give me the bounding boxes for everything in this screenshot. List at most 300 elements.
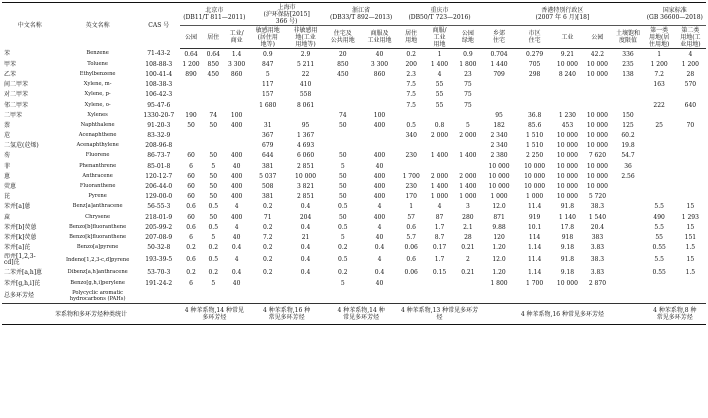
cell-value: 0.6 [186, 203, 196, 211]
cell-value: 10 000 [556, 132, 578, 140]
cell-value [324, 131, 361, 141]
subheader-cell: 非敏感用 地(工业 用地等) [287, 26, 325, 49]
cell-value: 40 [375, 233, 384, 241]
cell-value: 5 [465, 121, 470, 129]
cell-english-name: Polycyclic aromatic hydrocarbons (PAHs) [69, 289, 126, 302]
cell-english-name: Ethylbenzene [79, 70, 116, 77]
table-row [2, 288, 706, 304]
cell-value: 0.6 [186, 223, 196, 231]
cell-cas-number: 53-70-3 [147, 269, 171, 277]
cell-value: 0.2 [262, 269, 273, 277]
cell-english-name: Benzo[g,h,i]perylene [70, 279, 125, 286]
cell-value [481, 90, 517, 100]
cell-value: 1 000 [430, 193, 449, 201]
cell-value: 280 [462, 213, 474, 221]
cell-value [612, 232, 643, 242]
table-row [2, 141, 706, 151]
cell-value: 0.5 [208, 223, 219, 231]
cell-value: 1 [437, 50, 442, 58]
cell-value: 75 [464, 91, 472, 99]
cell-value: 55 [435, 91, 444, 99]
cell-english-name: Toluene [87, 60, 108, 67]
cell-value [552, 100, 582, 110]
cell-value [644, 278, 675, 288]
cell-value [481, 288, 517, 304]
cell-value: 679 [262, 142, 274, 150]
cell-value [425, 110, 455, 120]
cell-value: 0.2 [262, 244, 273, 252]
subheader-cell: 居住 [202, 26, 224, 49]
cell-value: 28 [686, 70, 695, 78]
cell-value: 1 440 [490, 60, 508, 68]
cell-value: 54.7 [621, 152, 635, 160]
table-row [2, 90, 706, 100]
cell-value: 2 000 [459, 172, 477, 180]
cell-cas-number: 193-39-5 [145, 256, 173, 264]
cell-cas-number: 207-08-9 [145, 233, 173, 241]
cell-value: 400 [230, 172, 243, 180]
cell-value: 6 [189, 233, 193, 241]
cell-value: 558 [299, 91, 312, 99]
subheader-cell: 商服及 工业用地 [361, 26, 398, 49]
cell-value: 400 [230, 152, 243, 160]
cell-value: 10 000 [488, 162, 510, 170]
cell-value: 60 [187, 172, 195, 180]
cell-value: 0.06 [404, 269, 418, 277]
cell-value: 1 [409, 203, 414, 211]
cell-chinese-name: 苯并[a]蒽 [4, 203, 31, 211]
cell-value: 87 [435, 213, 444, 221]
cell-value: 5 [340, 162, 345, 170]
cell-value: 2 000 [459, 132, 477, 140]
cell-cas-number: 120-12-7 [145, 172, 173, 180]
cell-cas-number: 191-24-2 [145, 279, 173, 287]
cell-value: 7.2 [262, 233, 273, 241]
cell-value [612, 80, 643, 90]
cell-english-name: Naphthalene [80, 121, 115, 128]
cell-value: 10 000 [586, 121, 608, 129]
cell-chinese-name: 芘 [4, 193, 11, 201]
cell-value: 4 [437, 70, 442, 78]
cell-value: 453 [561, 121, 574, 129]
cell-value [552, 90, 582, 100]
cell-value [644, 151, 675, 161]
cell-value: 0.06 [404, 244, 418, 252]
cell-value: 2 870 [588, 279, 607, 287]
cell-value: 71 [263, 213, 272, 221]
cell-value: 10 000 [556, 60, 578, 68]
table-row [2, 268, 706, 278]
cell-english-name: Xylene, p- [84, 91, 111, 98]
cell-value: 70 [686, 121, 695, 129]
cell-value: 4 [688, 50, 693, 58]
table-row [2, 59, 706, 69]
cell-value: 640 [684, 101, 697, 109]
cell-value [202, 90, 224, 100]
cell-value [675, 161, 706, 171]
table-row [2, 232, 706, 242]
cell-value: 95 [495, 111, 503, 119]
cell-value: 0.2 [208, 269, 219, 277]
cell-value: 1 000 [459, 193, 477, 201]
cell-value: 0.21 [461, 244, 475, 252]
cell-value [287, 110, 325, 120]
cell-value: 9.88 [492, 223, 506, 231]
cell-value: 4 [377, 223, 382, 231]
header-national-standard: 国家标准 (GB 36600—2018) [644, 3, 706, 26]
cell-value: 1.7 [434, 256, 445, 264]
cell-value: 5.7 [406, 233, 416, 241]
cell-value: 4 [234, 203, 239, 211]
cell-value: 850 [337, 60, 349, 68]
cell-value [249, 278, 287, 288]
cell-value: 1 140 [558, 213, 576, 221]
cell-chinese-name: 苯并[g,h,i]芘 [4, 279, 41, 287]
cell-value: 222 [653, 101, 665, 109]
footer-summary-zhejiang: 4 种苯系物,14 种 常见多环芳烃 [324, 304, 397, 325]
cell-value: 400 [373, 172, 386, 180]
cell-value: 12.0 [492, 203, 506, 211]
cell-value: 0.2 [262, 203, 273, 211]
cell-value: 3 300 [228, 60, 246, 68]
cell-value: 709 [493, 70, 505, 78]
cell-chinese-name: 蒽 [4, 172, 11, 180]
cell-value: 0.5 [338, 223, 348, 231]
cell-value: 95 [301, 121, 310, 129]
subheader-cell: 土壤饱和 度限值 [612, 26, 643, 49]
cell-value [517, 100, 553, 110]
cell-value: 400 [373, 152, 386, 160]
cell-value: 10 000 [586, 132, 608, 140]
cell-value: 1.7 [434, 223, 445, 231]
cell-value [644, 181, 675, 191]
cell-value: 2 000 [430, 132, 449, 140]
cell-value [425, 278, 455, 288]
cell-value [202, 141, 224, 151]
cell-english-name: Fluoranthene [79, 183, 116, 190]
standards-comparison-table [2, 2, 706, 325]
cell-value: 50 [338, 172, 347, 180]
cell-value [202, 80, 224, 90]
cell-value: 570 [684, 81, 697, 89]
cell-value: 10 000 [586, 70, 608, 78]
cell-cas-number: 100-41-4 [145, 70, 173, 78]
cell-value: 0.2 [186, 269, 196, 277]
cell-value: 1 293 [681, 213, 699, 221]
cell-value [361, 141, 398, 151]
cell-value: 400 [230, 213, 243, 221]
cell-value [675, 171, 706, 181]
cell-value: 1.20 [492, 269, 506, 277]
footer-label: 苯系物和多环芳烃种类统计 [2, 304, 180, 325]
cell-value: 50 [338, 152, 347, 160]
cell-value: 0.4 [300, 269, 311, 277]
subheader-cell: 市区 住宅 [517, 26, 553, 49]
cell-value [324, 141, 361, 151]
cell-value [675, 110, 706, 120]
cell-value: 0.55 [652, 269, 666, 277]
cell-value: 400 [373, 213, 386, 221]
cell-value: 2 250 [526, 152, 544, 160]
cell-value [398, 110, 425, 120]
cell-value: 55 [435, 101, 444, 109]
cell-value: 60 [187, 193, 195, 201]
cell-value: 2 851 [296, 162, 315, 170]
cell-value: 60 [187, 183, 195, 191]
cell-value: 7.2 [654, 70, 664, 78]
cell-chinese-name: 对二甲苯 [4, 91, 29, 99]
cell-value: 0.55 [652, 244, 666, 252]
subheader-cell: 乡郊 住宅 [481, 26, 517, 49]
cell-english-name: Acenaphthylene [76, 142, 119, 149]
cell-value: 1.5 [685, 244, 696, 252]
cell-value: 0.2 [262, 223, 273, 231]
cell-value: 1 200 [650, 60, 668, 68]
header-zhejiang: 浙江省 (DB33/T 892—2013) [324, 3, 397, 26]
cell-cas-number: 50-32-8 [147, 244, 171, 252]
cell-cas-number: 56-55-3 [147, 203, 171, 211]
cell-value: 10 000 [488, 183, 510, 191]
cell-value: 0.5 [406, 121, 416, 129]
cell-value: 1 400 [430, 183, 449, 191]
cell-value: 10 000 [586, 162, 608, 170]
cell-value: 0.2 [208, 244, 219, 252]
cell-value: 0.4 [231, 244, 242, 252]
cell-english-name: Benzo[k]fluoranthene [69, 233, 127, 240]
header-beijing: 北京市 (DB11/T 811—2011) [180, 3, 249, 26]
cell-value: 5 [340, 233, 345, 241]
table-row [2, 243, 706, 253]
cell-value [612, 90, 643, 100]
cell-value: 2 340 [490, 132, 508, 140]
cell-value [455, 161, 482, 171]
cell-chinese-name: 苯并[b]荧蒽 [4, 223, 37, 231]
cell-value: 5 [211, 162, 216, 170]
table-row [2, 171, 706, 181]
cell-cas-number: 206-44-0 [145, 183, 173, 191]
cell-value [180, 90, 202, 100]
cell-value: 5 211 [296, 60, 315, 68]
cell-value: 60 [187, 152, 195, 160]
cell-value [612, 243, 643, 253]
cell-value [361, 131, 398, 141]
subheader-cell: 商服/ 工业 用地 [425, 26, 455, 49]
cell-value: 10 000 [586, 142, 608, 150]
cell-value [644, 288, 675, 304]
cell-value: 3.83 [590, 244, 605, 252]
cell-value: 38.3 [590, 203, 605, 211]
cell-value [249, 288, 287, 304]
cell-value: 10 000 [556, 183, 578, 191]
cell-value: 0.6 [406, 223, 416, 231]
cell-value: 1 510 [526, 142, 544, 150]
cell-value: 15 [686, 256, 695, 264]
subheader-cell: 公园 绿地 [455, 26, 482, 49]
cell-value: 42.2 [590, 50, 605, 58]
cell-value: 55 [655, 233, 663, 241]
cell-value: 5 037 [259, 172, 277, 180]
cell-value: 50 [209, 183, 218, 191]
cell-value: 157 [262, 91, 274, 99]
cell-value [202, 288, 224, 304]
cell-chinese-name: 苯并[k]荧蒽 [4, 233, 37, 241]
table-row [2, 120, 706, 130]
cell-value [481, 100, 517, 110]
cell-value: 50 [338, 183, 347, 191]
cell-english-name: Xylene, o- [84, 101, 111, 108]
cell-value: 8.7 [434, 233, 445, 241]
cell-value: 10 000 [586, 60, 608, 68]
cell-value: 204 [299, 213, 312, 221]
cell-value [644, 171, 675, 181]
cell-value: 10 000 [556, 193, 578, 201]
header-chinese-name: 中文名称 [2, 3, 58, 49]
cell-english-name: Chrysene [85, 213, 111, 220]
cell-value: 28 [464, 233, 472, 241]
cell-english-name: Dibenz[a,h]anthracene [67, 269, 128, 276]
cell-chinese-name: 苯 [4, 50, 11, 58]
cell-cas-number: 86-73-7 [147, 152, 171, 160]
cell-value: 7.5 [406, 101, 416, 109]
table-row [2, 192, 706, 202]
cell-value: 11.4 [527, 203, 542, 211]
cell-value: 919 [528, 213, 541, 221]
cell-cas-number: 106-42-3 [145, 91, 173, 99]
cell-value: 125 [622, 121, 634, 129]
cell-english-name: Benz[a]anthracene [72, 203, 123, 210]
cell-value: 50 [209, 172, 218, 180]
cell-value: 10 000 [556, 152, 578, 160]
cell-value: 10 000 [556, 162, 578, 170]
cell-value [675, 288, 706, 304]
cell-chinese-name: 二甲苯 [4, 111, 23, 119]
cell-value: 850 [207, 60, 219, 68]
cell-english-name: Benzo[a]pyrene [76, 244, 119, 251]
cell-value [675, 192, 706, 202]
subheader-cell: 工业/ 商业 [224, 26, 248, 49]
table-row [2, 100, 706, 110]
cell-value: 4 693 [296, 142, 315, 150]
cell-value: 50 [338, 193, 347, 201]
table-row [2, 69, 706, 79]
cell-value: 50 [209, 193, 218, 201]
cell-value [582, 100, 612, 110]
cell-value: 860 [373, 70, 386, 78]
cell-chinese-name: 间二甲苯 [4, 81, 29, 89]
cell-value: 74 [338, 111, 347, 119]
cell-value: 400 [373, 121, 386, 129]
table-row [2, 151, 706, 161]
cell-value: 40 [375, 279, 384, 287]
cell-english-name: Benzo[b]fluoranthene [69, 223, 127, 230]
cell-value: 381 [262, 193, 274, 201]
cell-value: 10 000 [556, 172, 578, 180]
table-row [2, 110, 706, 120]
cell-value: 150 [622, 111, 634, 119]
cell-value [552, 288, 582, 304]
cell-value: 1 367 [296, 132, 315, 140]
cell-value: 0.2 [406, 50, 416, 58]
cell-value: 0.6 [186, 256, 196, 264]
cell-value [398, 278, 425, 288]
cell-value: 1 700 [402, 172, 420, 180]
cell-value: 1 000 [526, 193, 544, 201]
cell-value: 1 510 [526, 132, 544, 140]
table-row [2, 80, 706, 90]
cell-value: 91.8 [560, 256, 575, 264]
cell-value: 2 380 [490, 152, 508, 160]
cell-value [425, 288, 455, 304]
cell-chinese-name: 苯并[a]芘 [4, 244, 31, 252]
cell-value: 15 [686, 203, 695, 211]
cell-value [180, 131, 202, 141]
cell-value: 0.64 [184, 50, 198, 58]
cell-value [675, 141, 706, 151]
cell-cas-number: 95-47-6 [147, 101, 171, 109]
cell-value: 0.64 [206, 50, 220, 58]
cell-value: 3 821 [296, 183, 315, 191]
cell-value: 1 400 [459, 183, 477, 191]
cell-value [612, 202, 643, 212]
cell-value [224, 288, 248, 304]
cell-value: 8 240 [558, 70, 576, 78]
cell-value: 8 061 [296, 101, 315, 109]
cell-value [202, 100, 224, 110]
cell-value: 0.2 [186, 244, 196, 252]
cell-chinese-name: 甲苯 [4, 60, 17, 68]
cell-value: 10.1 [527, 223, 542, 231]
cell-value: 1.5 [685, 269, 696, 277]
cell-value [180, 80, 202, 90]
cell-value: 0.4 [300, 256, 311, 264]
cell-value: 1 800 [459, 60, 477, 68]
cell-value: 50 [209, 121, 218, 129]
table-row [2, 222, 706, 232]
cell-value: 1.4 [231, 50, 242, 58]
cell-value [517, 80, 553, 90]
cell-value: 4 [377, 256, 382, 264]
cell-value: 120 [493, 233, 505, 241]
cell-english-name: Anthracene [82, 172, 113, 179]
cell-value: 0.2 [338, 269, 348, 277]
cell-value: 36.8 [527, 111, 542, 119]
cell-value: 0.15 [432, 269, 447, 277]
cell-value [675, 151, 706, 161]
cell-chinese-name: 乙苯 [4, 70, 17, 78]
cell-value [612, 100, 643, 110]
cell-cas-number: 85-01-8 [147, 162, 171, 170]
cell-value: 6 060 [296, 152, 315, 160]
table-row [2, 278, 706, 288]
cell-value: 7.5 [406, 91, 416, 99]
cell-value: 40 [232, 279, 241, 287]
cell-value: 400 [373, 183, 386, 191]
cell-value: 0.4 [231, 269, 242, 277]
cell-value: 23 [464, 70, 472, 78]
cell-value [361, 288, 398, 304]
cell-value: 40 [375, 50, 384, 58]
cell-value: 10 000 [586, 183, 608, 191]
cell-value [398, 161, 425, 171]
cell-value: 490 [653, 213, 665, 221]
cell-value: 2 340 [490, 142, 508, 150]
cell-value: 860 [230, 70, 243, 78]
cell-value: 9.18 [560, 269, 575, 277]
cell-value: 50 [209, 152, 218, 160]
cell-value [644, 110, 675, 120]
cell-value [180, 288, 202, 304]
cell-value: 4 [377, 203, 382, 211]
